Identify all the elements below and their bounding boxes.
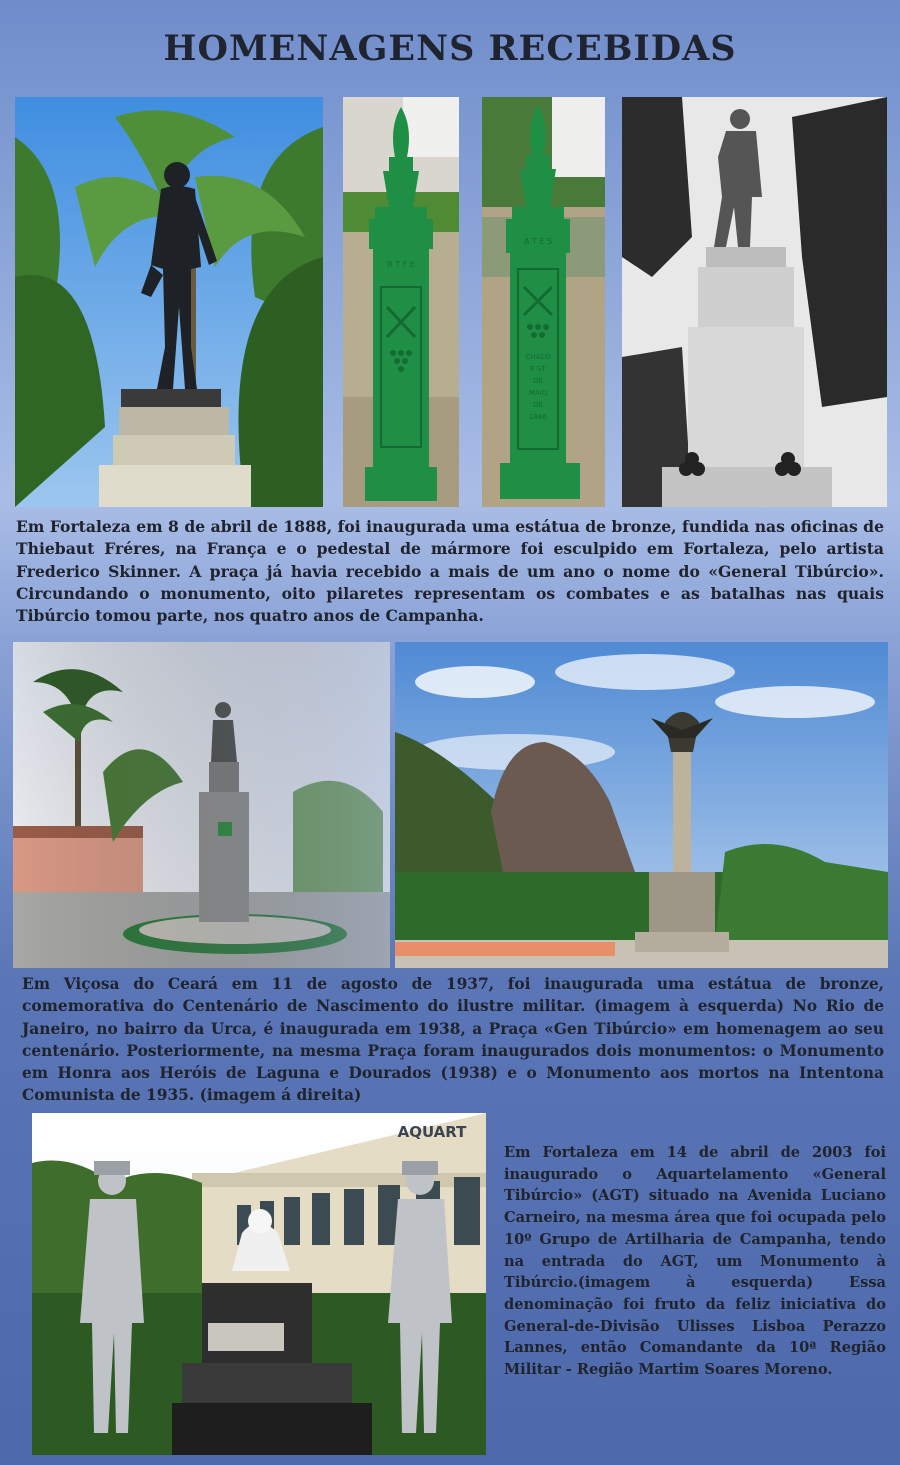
pillar2-inscription-line: CHACO [525,353,551,361]
pillar1-top-text: R T F E [387,260,415,269]
photo-green-pillar-2 [482,97,605,507]
pillar2-inscription-line: DE [533,401,543,409]
caption-aquartelamento-2003: Em Fortaleza em 14 de abril de 2003 foi inaugurado o Aquartelamento «General Tibúrcio» (AGT) situado na Avenida Luciano Carneiro, na mesma área que foi ocupada pelo 10º Grupo de Artilharia de Campanha, tendo na entrada do AGT, um Monumento à Tibúrcio.(imagem à esquerda) Essa denominação foi fruto da feliz iniciativa do General-de-Divisão Ulisses Lisboa Perazzo Lannes, então Comandante da 10ª Região Militar - Região Martim Soares Moreno. [504,1144,886,1379]
photo-green-pillar-1 [343,97,459,507]
photo-urca-monument [395,642,888,968]
photo-vicosa-statue [13,642,390,968]
pillar2-inscription-line: F ST [530,365,546,373]
pillar2-inscription-line: 1866 [529,413,547,421]
page-title: HOMENAGENS RECEBIDAS [163,28,737,69]
caption-vicosa-urca: Em Viçosa do Ceará em 11 de agosto de 1937, foi inaugurada uma estátua de bronze, comemorativa do Centenário de Nascimento do ilustre militar. (imagem à esquerda) No Rio de Janeiro, no bairro da Urca, é inaugurada em 1938, a Praça «Gen Tibúrcio» em homenagem ao seu centenário. Posteriormente, na mesma Praça foram inaugurados dois monumentos: o Monumento em Honra aos Heróis de Laguna e Dourados (1938) e o Monumento aos mortos na Intentona Comunista de 1935. (imagem á direita) [22,975,884,1105]
pillar2-top-text: A T E S [523,237,553,246]
caption-fortaleza-1888: Em Fortaleza em 8 de abril de 1888, foi inaugurada uma estátua de bronze, fundida nas oficinas de Thiebaut Fréres, na França e o pedestal de mármore foi esculpido em Fortaleza, pelo artista Frederico Skinner. A praça já havia recebido a mais de um ano o nome do «General Tibúrcio». Circundando o monumento, oito pilaretes representam os combates e as batalhas nas quais Tibúrcio tomou parte, nos quatro anos de Campanha. [16,517,884,626]
building-sign: AQUART [397,1123,467,1141]
photo-aquartelamento-monument [32,1113,486,1455]
photo-fortaleza-statue [15,97,323,507]
pillar2-inscription-line: DE [533,377,543,385]
photo-fortaleza-1888-bw [622,97,887,507]
pillar2-inscription-line: MAIO [528,389,548,397]
